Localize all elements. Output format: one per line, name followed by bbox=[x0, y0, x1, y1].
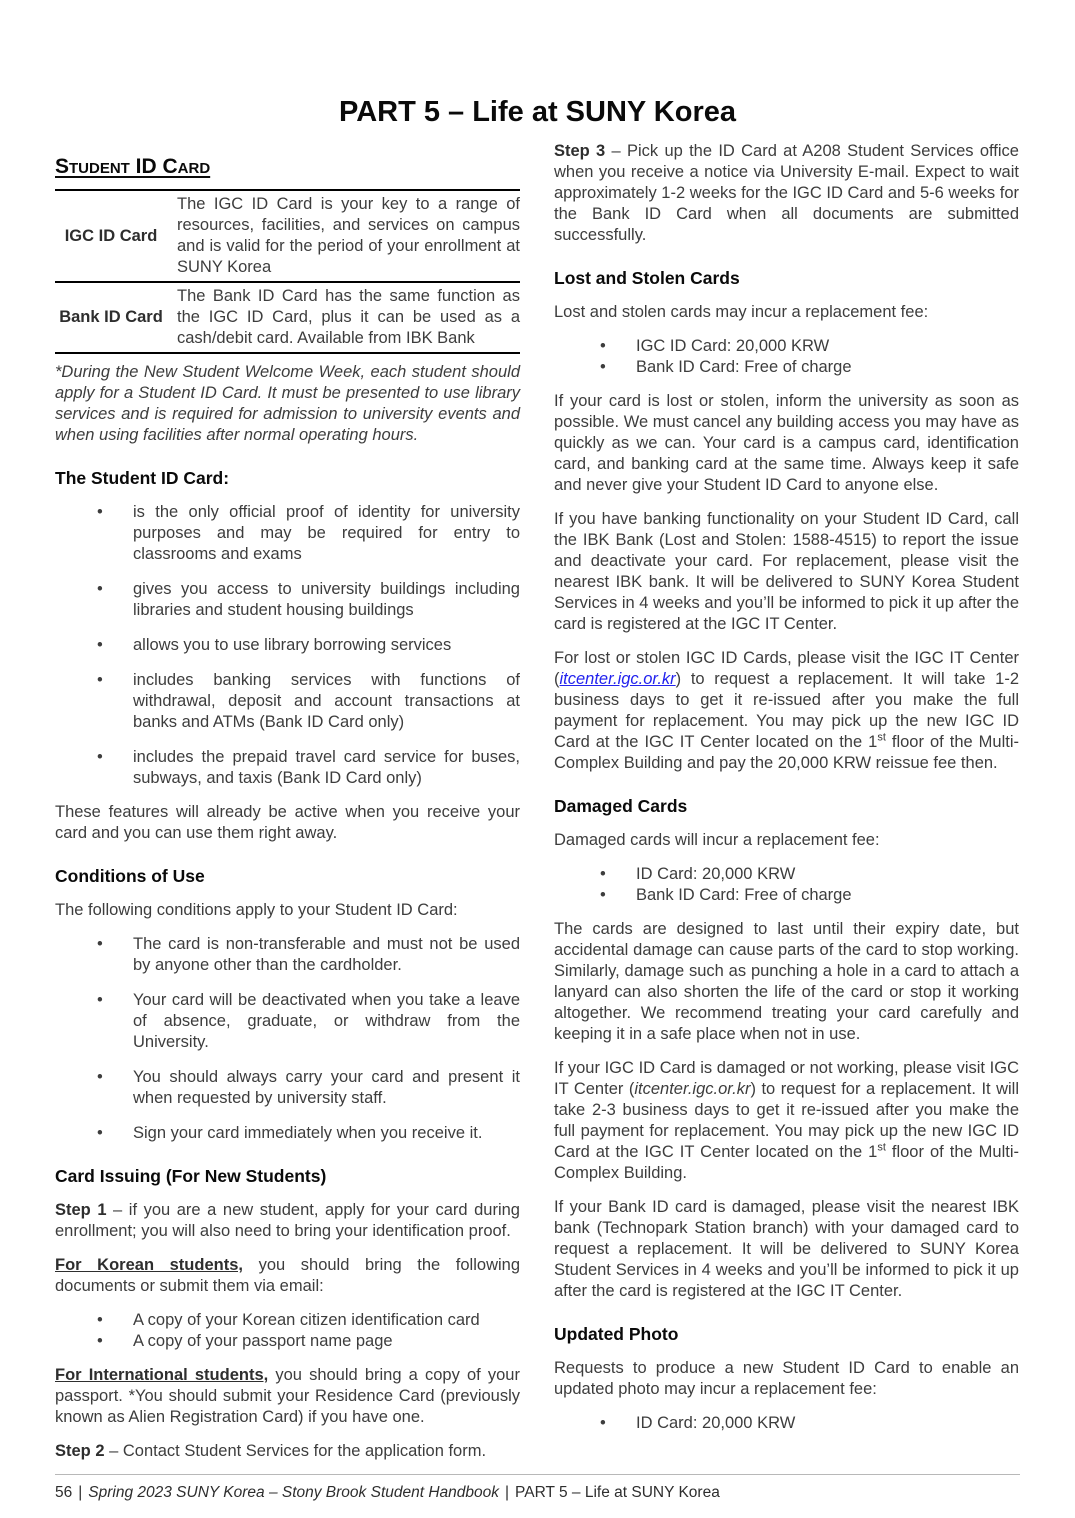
korean-students-paragraph bbox=[55, 1255, 520, 1297]
korean-students-text: you should bring the following documents or submit them via email: bbox=[55, 1256, 521, 1295]
section-heading-student-id-card: Student ID Card bbox=[55, 155, 211, 178]
step-3-paragraph bbox=[554, 141, 1019, 246]
footer-handbook-title: Spring 2023 SUNY Korea – Stony Brook Student Handbook bbox=[88, 1484, 500, 1501]
table-cell-label: IGC ID Card bbox=[64, 226, 158, 245]
step-2-label: Step 2 bbox=[55, 1442, 105, 1460]
lost-paragraph-3-text: ) to request a replacement. It will take 1-2 business days to get it re-issued after you make the full payment for replacement. You may pick up the new IGC ID Card at the IGC IT Center located on the 1 bbox=[554, 670, 1019, 751]
list-item: • A copy of your passport name page bbox=[55, 1331, 520, 1352]
heading-the-student-id-card: The Student ID Card: bbox=[55, 468, 230, 488]
step-2-text: – Contact Student Services for the application form. bbox=[104, 1442, 487, 1460]
list-item: • Bank ID Card: Free of charge bbox=[554, 357, 1019, 378]
list-item: • gives you access to university buildings including libraries and student housing buildings bbox=[55, 579, 520, 621]
international-students-text: you should bring a copy of your passport. *You should submit your Residence Card (previously known as Alien Registration Card) if you have one. bbox=[55, 1366, 520, 1426]
footer-separator: | bbox=[78, 1484, 83, 1501]
heading-lost-and-stolen-cards: Lost and Stolen Cards bbox=[554, 268, 740, 288]
step-1-text: – if you are a new student, apply for your card during enrollment; you will also need to bring your identification proof. bbox=[55, 1201, 520, 1240]
list-item: • includes banking services with functions of withdrawal, deposit and account transactions at banks and ATMs (Bank ID Card only) bbox=[55, 670, 520, 733]
table-cell-description: The Bank ID Card has the same function as the IGC ID Card, plus it can be used as a cash/debit card. Available from IBK Bank bbox=[177, 287, 520, 347]
page-footer bbox=[55, 1474, 1020, 1502]
heading-damaged-cards: Damaged Cards bbox=[554, 796, 688, 816]
list-item: • ID Card: 20,000 KRW bbox=[554, 1413, 1019, 1434]
list-item: • is the only official proof of identity for university purposes and may be required for entry to classrooms and exams bbox=[55, 502, 520, 565]
step-3-label: Step 3 bbox=[554, 142, 606, 160]
table-row-bank-id-card bbox=[55, 282, 520, 353]
list-item: • includes the prepaid travel card service for buses, subways, and taxis (Bank ID Card only) bbox=[55, 747, 520, 789]
table-cell-label: Bank ID Card bbox=[59, 308, 163, 326]
ordinal-superscript: st bbox=[877, 1141, 886, 1154]
international-students-paragraph bbox=[55, 1365, 520, 1428]
lost-paragraph-3-text: floor of the Multi-Complex Building and pay the 20,000 KRW reissue fee then. bbox=[554, 733, 1019, 772]
damaged-paragraph-3: If your Bank ID card is damaged, please visit the nearest IBK bank (Technopark Station branch) with your damaged card to request a replacement. It will be delivered to SUNY Korea Student Services in 4 weeks and you’ll be informed to pick it up after the card is registered at the IGC IT Center. bbox=[554, 1198, 1019, 1300]
features-outro: These features will already be active when you receive your card and you can use them right away. bbox=[55, 803, 520, 842]
conditions-intro: The following conditions apply to your Student ID Card: bbox=[55, 901, 458, 919]
damaged-paragraph-2-text: floor of the Multi-Complex Building. bbox=[554, 1143, 1019, 1182]
footer-section-title: PART 5 – Life at SUNY Korea bbox=[515, 1484, 720, 1501]
lost-intro: Lost and stolen cards may incur a replacement fee: bbox=[554, 303, 929, 321]
damaged-paragraph-2-text: ) to request for a replacement. It will take 2-3 business days to get it re-issued after you make the full payment for replacement. You may pick up the new IGC ID Card at the IGC IT Center located on the 1 bbox=[554, 1080, 1019, 1161]
damaged-paragraph-1: The cards are designed to last until their expiry date, but accidental damage can cause parts of the card to stop working. Similarly, damage such as punching a hole in a card to attach a lanyard can also shorten the life of the card or stop it working altogether. We recommend treating your card carefully and keeping it in a safe place when not in use. bbox=[554, 920, 1019, 1043]
footer-separator: | bbox=[505, 1484, 510, 1501]
list-item: • Your card will be deactivated when you take a leave of absence, graduate, or withdraw from the University. bbox=[55, 990, 520, 1053]
damaged-paragraph-2-text: If your IGC ID Card is damaged or not working, please visit IGC IT Center ( bbox=[554, 1059, 1019, 1098]
features-list bbox=[55, 502, 520, 789]
heading-conditions-of-use: Conditions of Use bbox=[55, 866, 205, 886]
id-card-types-table bbox=[55, 189, 520, 354]
lost-paragraph-3 bbox=[554, 648, 1019, 774]
conditions-list bbox=[55, 934, 520, 1144]
step-1-label: Step 1 bbox=[55, 1201, 107, 1219]
list-item: • You should always carry your card and present it when requested by university staff. bbox=[55, 1067, 520, 1109]
list-item: • A copy of your Korean citizen identification card bbox=[55, 1310, 520, 1331]
lost-paragraph-3-text: For lost or stolen IGC ID Cards, please visit the IGC IT Center ( bbox=[554, 649, 1019, 688]
left-column bbox=[55, 141, 520, 1475]
lost-paragraph-2: If you have banking functionality on your Student ID Card, call the IBK Bank (Lost and Stolen: 1588-4515) to report the issue and deactivate your card. For replacement, please visit the nearest IBK bank. It will be delivered to SUNY Korea Student Services in 4 weeks and you’ll be informed to pick it up after the card is registered at the IGC IT Center. bbox=[554, 510, 1019, 633]
international-students-lead: For International students, bbox=[55, 1366, 269, 1384]
damaged-paragraph-2 bbox=[554, 1058, 1019, 1184]
list-item: • Bank ID Card: Free of charge bbox=[554, 885, 1019, 906]
right-column bbox=[554, 141, 1019, 1475]
heading-card-issuing: Card Issuing (For New Students) bbox=[55, 1166, 327, 1186]
footer-page-number: 56 bbox=[55, 1484, 73, 1501]
table-cell-description: The IGC ID Card is your key to a range of resources, facilities, and services on campus and is valid for the period of your enrollment at SUNY Korea bbox=[177, 195, 520, 276]
lost-fee-list bbox=[554, 336, 1019, 378]
step-3-text: – Pick up the ID Card at A208 Student Services office when you receive a notice via University E-mail. Expect to wait approximately 1-2 weeks for the IGC ID Card and 5-6 weeks for the Bank ID Card when all documents are submitted successfully. bbox=[554, 142, 1019, 244]
two-column-layout bbox=[55, 141, 1020, 1475]
step-1-paragraph bbox=[55, 1200, 520, 1242]
damaged-fee-list bbox=[554, 864, 1019, 906]
page-title: PART 5 – Life at SUNY Korea bbox=[339, 96, 736, 128]
list-item: • The card is non-transferable and must not be used by anyone other than the cardholder. bbox=[55, 934, 520, 976]
list-item: • IGC ID Card: 20,000 KRW bbox=[554, 336, 1019, 357]
welcome-week-note: *During the New Student Welcome Week, each student should apply for a Student ID Card. It must be presented to use library services and is required for admission to university events and when using facilities after normal operating hours. bbox=[55, 363, 520, 444]
table-row-igc-id-card bbox=[55, 190, 520, 282]
updated-photo-fee-list bbox=[554, 1413, 1019, 1434]
korean-students-lead: For Korean students, bbox=[55, 1256, 243, 1274]
itcenter-site-text: itcenter.igc.or.kr bbox=[634, 1080, 751, 1098]
updated-photo-intro: Requests to produce a new Student ID Card to enable an updated photo may incur a replacement fee: bbox=[554, 1359, 1019, 1398]
damaged-intro: Damaged cards will incur a replacement fee: bbox=[554, 831, 880, 849]
korean-documents-list bbox=[55, 1310, 520, 1352]
ordinal-superscript: st bbox=[877, 731, 886, 744]
list-item: • Sign your card immediately when you receive it. bbox=[55, 1123, 520, 1144]
itcenter-link[interactable]: itcenter.igc.or.kr bbox=[559, 670, 676, 688]
lost-paragraph-1: If your card is lost or stolen, inform the university as soon as possible. We must cancel any building access you may have as quickly as we can. Your card is a campus card, identification card, and banking card at the same time. Always keep it safe and never give your Student ID Card to anyone else. bbox=[554, 392, 1019, 494]
list-item: • ID Card: 20,000 KRW bbox=[554, 864, 1019, 885]
heading-updated-photo: Updated Photo bbox=[554, 1324, 679, 1344]
list-item: • allows you to use library borrowing services bbox=[55, 635, 520, 656]
step-2-paragraph bbox=[55, 1441, 520, 1462]
